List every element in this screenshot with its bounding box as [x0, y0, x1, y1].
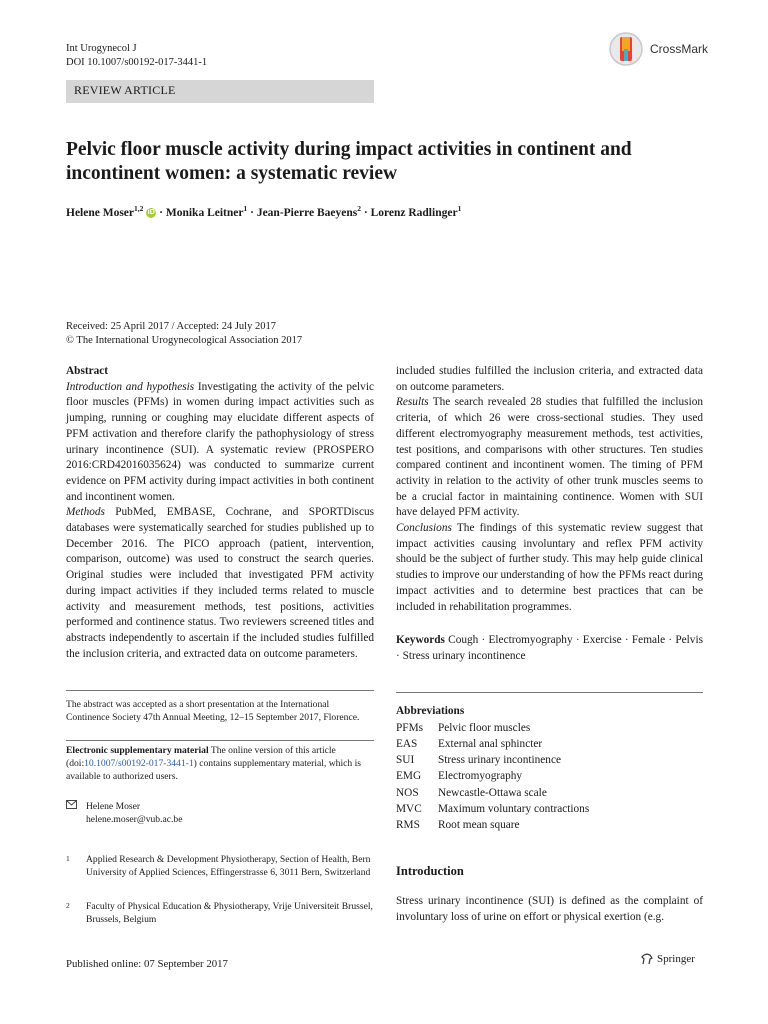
author-separator: · [156, 206, 166, 219]
article-doi[interactable]: DOI 10.1007/s00192-017-3441-1 [66, 57, 208, 68]
contact-email[interactable]: helene.moser@vub.ac.be [86, 814, 183, 825]
abbreviation-key: SUI [396, 754, 415, 767]
abbreviation-value: Stress urinary incontinence [438, 754, 561, 767]
abstract-conclusions [396, 521, 703, 615]
abbreviation-row [396, 801, 703, 817]
author-list [66, 204, 461, 219]
abbreviations-heading: Abbreviations [396, 705, 465, 717]
introduction-text: Stress urinary incontinence (SUI) is defined as the complaint of involuntary loss of urine on effort or physical exertion (e.g. [396, 895, 703, 923]
orcid-icon[interactable]: iD [147, 209, 155, 217]
abbreviation-key: NOS [396, 786, 419, 799]
esm-note [66, 744, 374, 783]
author-separator: · [247, 206, 257, 219]
abbreviation-key: MVC [396, 802, 422, 815]
abbreviation-key: PFMs [396, 721, 424, 734]
abbreviation-row [396, 736, 703, 752]
affiliation-text: Faculty of Physical Education & Physiotherapy, Vrije Universiteit Brussel, Brussels, Belgium [86, 901, 373, 925]
envelope-icon [66, 800, 86, 826]
author-name[interactable]: Helene Moser [66, 206, 135, 219]
crossmark-badge[interactable] [608, 30, 728, 68]
article-title: Pelvic floor muscle activity during impact activities in continent and incontinent women: a systematic review [66, 139, 632, 184]
author-separator: · [360, 206, 371, 219]
abbreviation-row [396, 817, 703, 833]
abbreviation-value: External anal sphincter [438, 737, 543, 750]
abbreviation-row [396, 785, 703, 801]
copyright: © The International Urogynecological Association 2017 [66, 335, 303, 346]
abbreviation-value: Newcastle-Ottawa scale [438, 786, 547, 799]
footnote-divider [66, 740, 374, 741]
journal-name: Int Urogynecol J [66, 43, 137, 54]
conclusions-label: Conclusions [396, 522, 452, 535]
abbreviation-value: Pelvic floor muscles [438, 721, 531, 734]
presentation-note: The abstract was accepted as a short presentation at the International Continence Society 47th Annual Meeting, 12–15 September 2017, Florence. [66, 699, 360, 723]
abstract-methods-continued: included studies fulfilled the inclusion criteria, and extracted data on outcome parameters. [396, 365, 703, 393]
abbreviations-list [396, 720, 703, 833]
contact-name: Helene Moser [86, 801, 141, 812]
abbreviations-block [396, 704, 703, 833]
abstract-intro [66, 380, 374, 506]
methods-text: PubMed, EMBASE, Cochrane, and SPORTDiscus databases were systematically searched for studies published up to December 2016. The PICO approach (patient, intervention, comparison, outcome) was used to construct the search queries. Original studies were included that investigated PFM activity during impact activities if they included terms related to muscle activity and measurement methods, test positions, activities performed and continence status. Two reviewers screened titles and abstracts independently to ascertain if the included studies fulfilled the inclusion criteria, and extracted data on outcome parameters. [66, 506, 374, 660]
introduction-body [396, 894, 703, 925]
author-affiliation: 1 [457, 204, 462, 213]
author-affiliation: 2 [357, 204, 361, 213]
results-label: Results [396, 396, 429, 409]
abstract-results [396, 395, 703, 521]
esm-text: The online version of this article (doi: [66, 745, 336, 769]
keywords-label: Keywords [396, 634, 445, 647]
introduction-heading: Introduction [396, 864, 464, 878]
intro-label: Introduction and hypothesis [66, 380, 195, 393]
abbreviation-row [396, 752, 703, 768]
author-name[interactable]: Jean-Pierre Baeyens [256, 206, 358, 219]
abbreviation-value: Root mean square [438, 818, 520, 831]
methods-label: Methods [66, 506, 105, 519]
abstract-right-column [396, 364, 703, 665]
author-name[interactable]: Lorenz Radlinger [370, 206, 458, 219]
affiliation-1 [66, 853, 374, 879]
contact-block [66, 800, 374, 826]
abbreviation-row [396, 768, 703, 784]
journal-header [66, 42, 207, 70]
abbreviation-key: RMS [396, 818, 420, 831]
esm-text: ) contains supplementary material, which is available to authorized users. [66, 758, 361, 782]
abbreviation-key: EMG [396, 770, 422, 783]
author-affiliation: 1 [243, 204, 248, 213]
abbreviation-row [396, 720, 703, 736]
keywords [396, 633, 703, 664]
affiliation-number: 2 [66, 901, 70, 910]
footnote-divider [66, 690, 374, 691]
abbreviation-value: Electromyography [438, 770, 523, 783]
published-date: Published online: 07 September 2017 [66, 958, 228, 970]
esm-label: Electronic supplementary material [66, 745, 209, 756]
abstract-heading: Abstract [66, 365, 109, 377]
abbreviation-value: Maximum voluntary contractions [438, 802, 590, 815]
author-affiliation: 1,2 [134, 204, 144, 213]
affiliation-text: Applied Research & Development Physiotherapy, Section of Health, Bern University of Applied Sciences, Effingerstrasse 6, 3011 Bern, Switzerland [86, 854, 371, 878]
section-label: REVIEW ARTICLE [66, 80, 374, 103]
affiliation-2 [66, 900, 374, 926]
abbreviation-key: EAS [396, 737, 418, 750]
keywords-text: Cough · Electromyography · Exercise · Female · Pelvis · Stress urinary incontinence [396, 634, 703, 662]
affiliation-number: 1 [66, 854, 70, 863]
abbreviations-divider [396, 692, 703, 693]
crossmark-label: CrossMark [650, 42, 709, 56]
conclusions-text: The findings of this systematic review suggest that impact activities causing involuntary and reflex PFM activity should be the subject of further study. This may help guide clinical studies to improve our understanding of how the PFMs react during impact activities and to determine best practices that can be included in rehabilitation programmes. [396, 522, 703, 613]
results-text: The search revealed 28 studies that fulfilled the inclusion criteria, of which 26 were cross-sectional studies. They used different electromyography measurement methods, test activities, test positions, and comparisons with other structures. Ten studies compared continent and incontinent women. The timing of PFM activity in relation to the activity of other trunk muscles seems to be a crucial factor in maintaining continence. Women with SUI have delayed PFM activity. [396, 396, 703, 519]
author-name[interactable]: Monika Leitner [165, 206, 244, 219]
received-accepted: Received: 25 April 2017 / Accepted: 24 July 2017 [66, 321, 276, 332]
springer-horse-icon [640, 952, 654, 966]
article-dates [66, 320, 302, 348]
esm-doi-link[interactable]: 10.1007/s00192-017-3441-1 [84, 758, 194, 769]
crossmark-icon [608, 31, 644, 67]
publisher-name: Springer [657, 953, 695, 965]
publisher-logo [640, 952, 695, 966]
intro-text: Investigating the activity of the pelvic floor muscles (PFMs) in women during impact activities such as jumping, running or coughing may elucidate different aspects of PFM activation and therefore clarify the pathophysiology of stress urinary incontinence (SUI). A systematic review (PROSPERO 2016:CRD42016035624) was conducted to summarize current evidence on PFM activity during impact activities in both continent and incontinent women. [66, 380, 374, 503]
